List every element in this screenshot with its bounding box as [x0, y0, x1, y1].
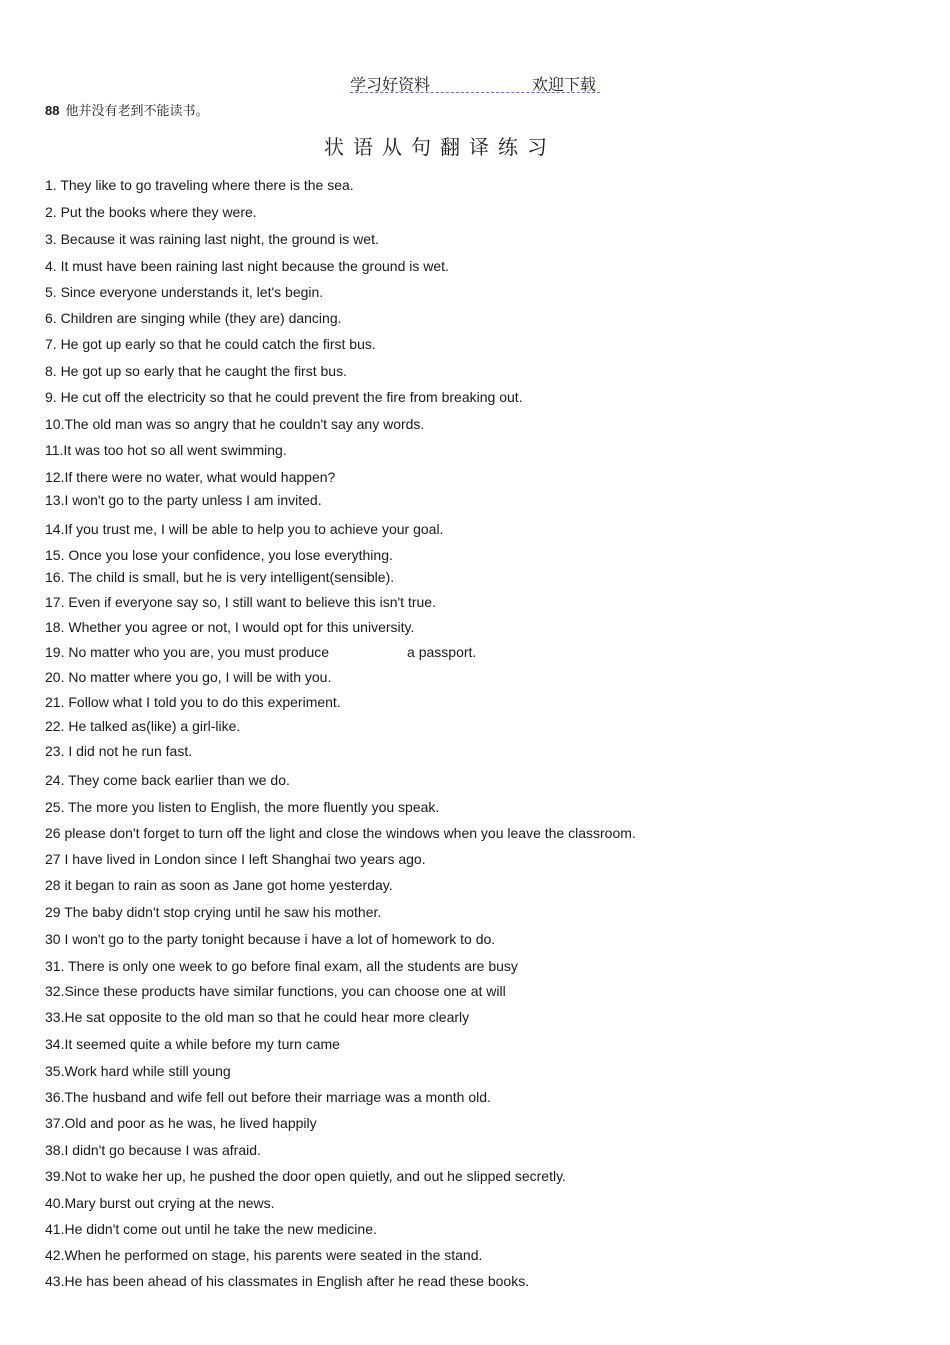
sentence-line: 15. Once you lose your confidence, you lose everything. [45, 547, 393, 563]
sentence-line: 42.When he performed on stage, his parents were seated in the stand. [45, 1247, 483, 1263]
sentence-line: 20. No matter where you go, I will be with you. [45, 669, 332, 685]
note-number: 88 [45, 103, 60, 118]
sentence-line: 38.I didn't go because I was afraid. [45, 1142, 261, 1158]
note-text: 他并没有老到不能读书。 [65, 104, 209, 119]
sentence-line: 36.The husband and wife fell out before their marriage was a month old. [45, 1089, 491, 1105]
sentence-line: 1. They like to go traveling where there is the sea. [45, 177, 354, 193]
sentence-line: 28 it began to rain as soon as Jane got home yesterday. [45, 877, 393, 893]
sentence-line: 16. The child is small, but he is very intelligent(sensible). [45, 569, 395, 585]
sentence-line: 30 I won't go to the party tonight because i have a lot of homework to do. [45, 931, 496, 947]
note-line [45, 100, 208, 119]
sentence-line: 18. Whether you agree or not, I would opt for this university. [45, 619, 415, 635]
page-header [350, 72, 600, 93]
sentence-line: 29 The baby didn't stop crying until he saw his mother. [45, 904, 382, 920]
sentence-line: 35.Work hard while still young [45, 1063, 231, 1079]
sentence-line: 27 I have lived in London since I left Shanghai two years ago. [45, 851, 426, 867]
sentence-line: 32.Since these products have similar functions, you can choose one at will [45, 983, 506, 999]
sentence-line: 9. He cut off the electricity so that he could prevent the fire from breaking out. [45, 389, 523, 405]
header-right-text: 欢迎下载 [531, 75, 596, 94]
sentence-line: 34.It seemed quite a while before my turn came [45, 1036, 340, 1052]
sentence-line: 17. Even if everyone say so, I still want to believe this isn't true. [45, 594, 436, 610]
sentence-line: 41.He didn't come out until he take the new medicine. [45, 1221, 377, 1237]
sentence-line: 40.Mary burst out crying at the news. [45, 1195, 275, 1211]
sentence-line: 26 please don't forget to turn off the light and close the windows when you leave the classroom. [45, 825, 636, 841]
sentence-line: 31. There is only one week to go before final exam, all the students are busy [45, 958, 518, 974]
sentence-line: 43.He has been ahead of his classmates in English after he read these books. [45, 1273, 530, 1289]
sentence-19-start: 19. No matter who you are, you must produce [45, 644, 330, 660]
sentence-line: 21. Follow what I told you to do this experiment. [45, 694, 341, 710]
page-title: 状语从句翻译练习 [324, 135, 556, 159]
sentence-line: 2. Put the books where they were. [45, 204, 257, 220]
sentence-line: 4. It must have been raining last night because the ground is wet. [45, 258, 449, 274]
sentence-line: 11.It was too hot so all went swimming. [45, 442, 287, 458]
sentence-line: 3. Because it was raining last night, the ground is wet. [45, 231, 379, 247]
sentence-line: 8. He got up so early that he caught the first bus. [45, 363, 347, 379]
sentence-line: 12.If there were no water, what would happen? [45, 469, 336, 485]
header-left-text: 学习好资料 [350, 75, 431, 94]
sentence-line: 10.The old man was so angry that he couldn't say any words. [45, 416, 425, 432]
sentence-line: 39.Not to wake her up, he pushed the door open quietly, and out he slipped secretly. [45, 1168, 566, 1184]
sentence-line: 25. The more you listen to English, the more fluently you speak. [45, 799, 440, 815]
sentence-line: 37.Old and poor as he was, he lived happily [45, 1115, 317, 1131]
sentence-line: 7. He got up early so that he could catch the first bus. [45, 336, 376, 352]
sentence-line: 22. He talked as(like) a girl-like. [45, 718, 241, 734]
sentence-line: 6. Children are singing while (they are) dancing. [45, 310, 342, 326]
sentence-line: 13.I won't go to the party unless I am invited. [45, 492, 322, 508]
sentence-line: 33.He sat opposite to the old man so that he could hear more clearly [45, 1009, 470, 1025]
sentence-line: 24. They come back earlier than we do. [45, 772, 290, 788]
sentence-line [45, 644, 476, 660]
sentence-line: 14.If you trust me, I will be able to help you to achieve your goal. [45, 521, 444, 537]
sentence-19-end: a passport. [407, 644, 477, 660]
sentence-line: 5. Since everyone understands it, let's begin. [45, 284, 324, 300]
sentence-line: 23. I did not he run fast. [45, 743, 193, 759]
